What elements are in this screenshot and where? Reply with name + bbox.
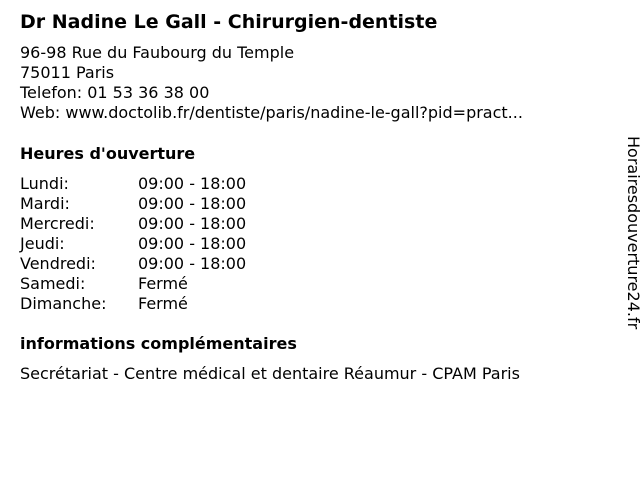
hours-day: Samedi:	[20, 274, 86, 293]
hours-time: 09:00 - 18:00	[138, 254, 247, 273]
hours-day: Lundi:	[20, 174, 69, 193]
additional-info-text: Secrétariat - Centre médical et dentaire Réaumur - CPAM Paris	[20, 364, 520, 383]
additional-info-heading: informations complémentaires	[20, 334, 297, 353]
hours-day: Mardi:	[20, 194, 70, 213]
website-link[interactable]: Web: www.doctolib.fr/dentiste/paris/nadine-le-gall?pid=pract...	[20, 103, 523, 122]
hours-time: 09:00 - 18:00	[138, 194, 247, 213]
hours-row-sunday	[20, 294, 246, 314]
hours-row-wednesday	[20, 214, 246, 234]
hours-row-friday	[20, 254, 246, 274]
opening-hours-heading: Heures d'ouverture	[20, 144, 196, 163]
hours-day: Mercredi:	[20, 214, 95, 233]
page-title: Dr Nadine Le Gall - Chirurgien-dentiste	[20, 11, 438, 33]
hours-row-tuesday	[20, 194, 246, 214]
hours-row-monday	[20, 174, 246, 194]
hours-day: Dimanche:	[20, 294, 107, 313]
phone-number[interactable]: Telefon: 01 53 36 38 00	[20, 83, 210, 102]
hours-time: Fermé	[138, 294, 188, 313]
hours-time: 09:00 - 18:00	[138, 214, 247, 233]
hours-row-saturday	[20, 274, 246, 294]
address-block	[20, 43, 523, 123]
city-postal-code: 75011 Paris	[20, 63, 115, 82]
hours-time: Fermé	[138, 274, 188, 293]
hours-day: Jeudi:	[20, 234, 65, 253]
site-watermark: Horairesdouverture24.fr	[624, 136, 643, 330]
opening-hours-table	[20, 174, 246, 314]
hours-time: 09:00 - 18:00	[138, 234, 247, 253]
hours-row-thursday	[20, 234, 246, 254]
hours-day: Vendredi:	[20, 254, 96, 273]
hours-time: 09:00 - 18:00	[138, 174, 247, 193]
street-address: 96-98 Rue du Faubourg du Temple	[20, 43, 295, 62]
